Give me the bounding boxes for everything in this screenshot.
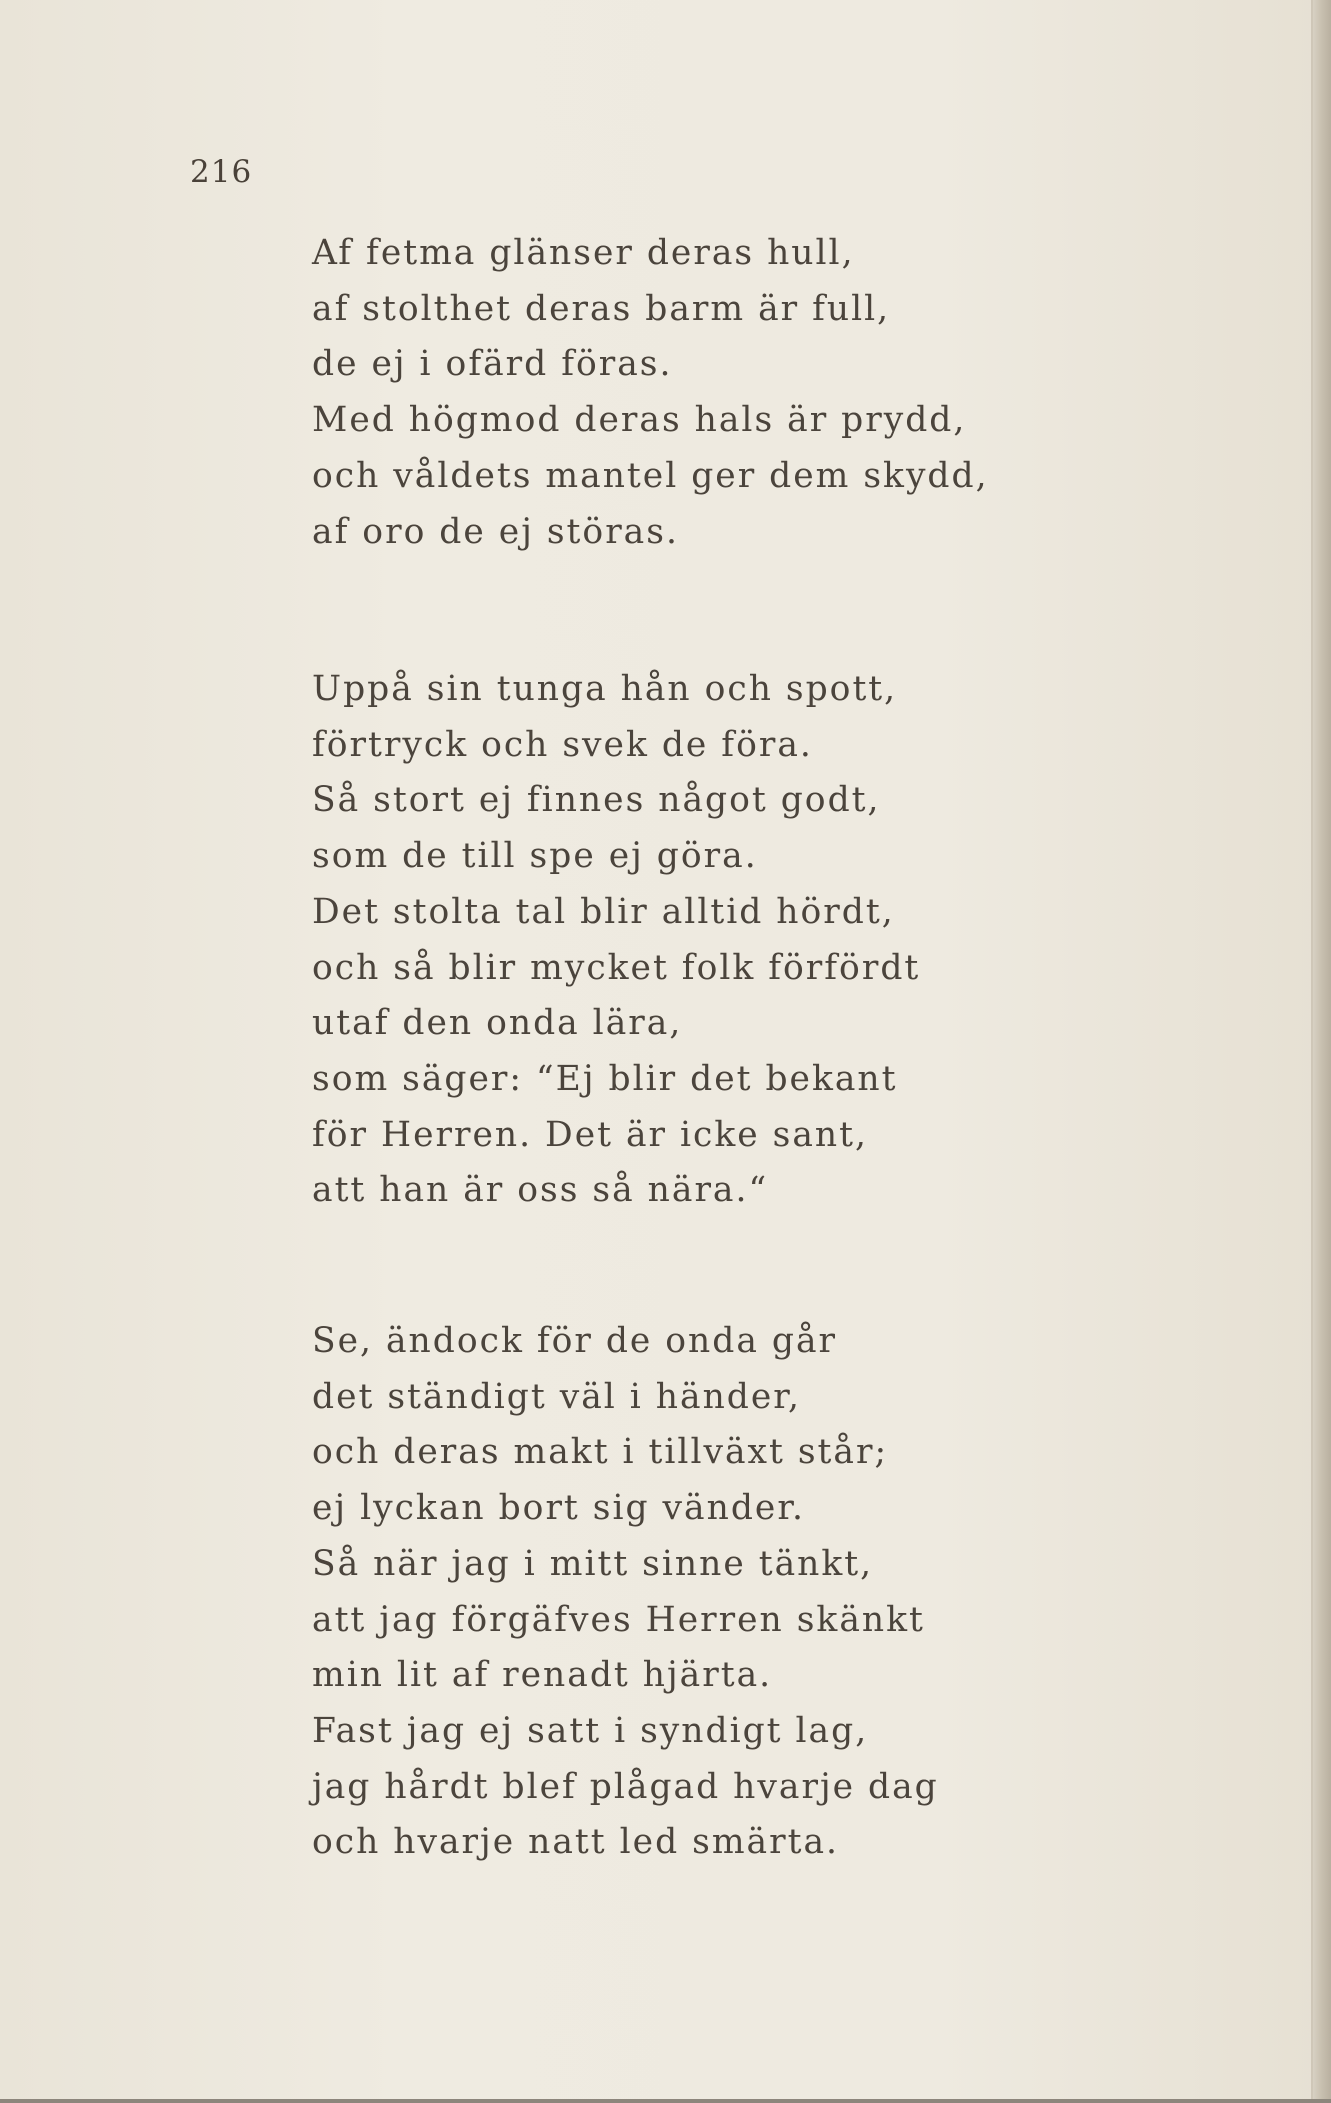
poem-line: som säger: “Ej blir det bekant <box>312 1058 898 1099</box>
poem-line: af stolthet deras barm är full, <box>312 288 891 329</box>
poem-line: att han är oss så nära.“ <box>312 1170 769 1211</box>
page-number: 216 <box>190 154 253 190</box>
poem-line: det ständigt väl i händer, <box>312 1376 801 1417</box>
poem-line: och deras makt i tillväxt står; <box>312 1432 889 1473</box>
poem-line: Så stort ej finnes något godt, <box>312 780 881 821</box>
stanza-1 <box>312 226 1072 560</box>
poem-line: Af fetma glänser deras hull, <box>312 233 855 273</box>
poem-line: Med högmod deras hals är prydd, <box>312 400 967 441</box>
poem-line: ej lyckan bort sig vänder. <box>312 1488 806 1529</box>
poem-line: af oro de ej störas. <box>312 511 679 552</box>
poem-line: Fast jag ej satt i syndigt lag, <box>312 1710 869 1751</box>
poem-line: som de till spe ej göra. <box>312 836 758 877</box>
poem-line: jag hårdt blef plågad hvarje dag <box>312 1766 939 1807</box>
poem-line: Så när jag i mitt sinne tänkt, <box>312 1543 874 1584</box>
poem-line: Uppå sin tunga hån och spott, <box>312 669 898 709</box>
poem-line: Se, ändock för de onda går <box>312 1321 838 1361</box>
poem-line: att jag förgäfves Herren skänkt <box>312 1599 925 1640</box>
poem-line: förtryck och svek de föra. <box>312 724 813 765</box>
poem-line: de ej i ofärd föras. <box>312 344 673 385</box>
poem-line: för Herren. Det är icke sant, <box>312 1114 868 1155</box>
poem-line: Det stolta tal blir alltid hördt, <box>312 891 895 932</box>
poem-line: min lit af renadt hjärta. <box>312 1655 773 1696</box>
stanza-3 <box>312 1314 1072 1871</box>
poem-line: utaf den onda lära, <box>312 1003 683 1044</box>
stanza-2 <box>312 662 1072 1219</box>
poem-line: och våldets mantel ger dem skydd, <box>312 455 989 496</box>
bottom-border <box>0 2099 1331 2103</box>
poem-line: och hvarje natt led smärta. <box>312 1822 839 1863</box>
page-edge <box>1311 0 1331 2103</box>
poem-line: och så blir mycket folk förfördt <box>312 947 921 988</box>
